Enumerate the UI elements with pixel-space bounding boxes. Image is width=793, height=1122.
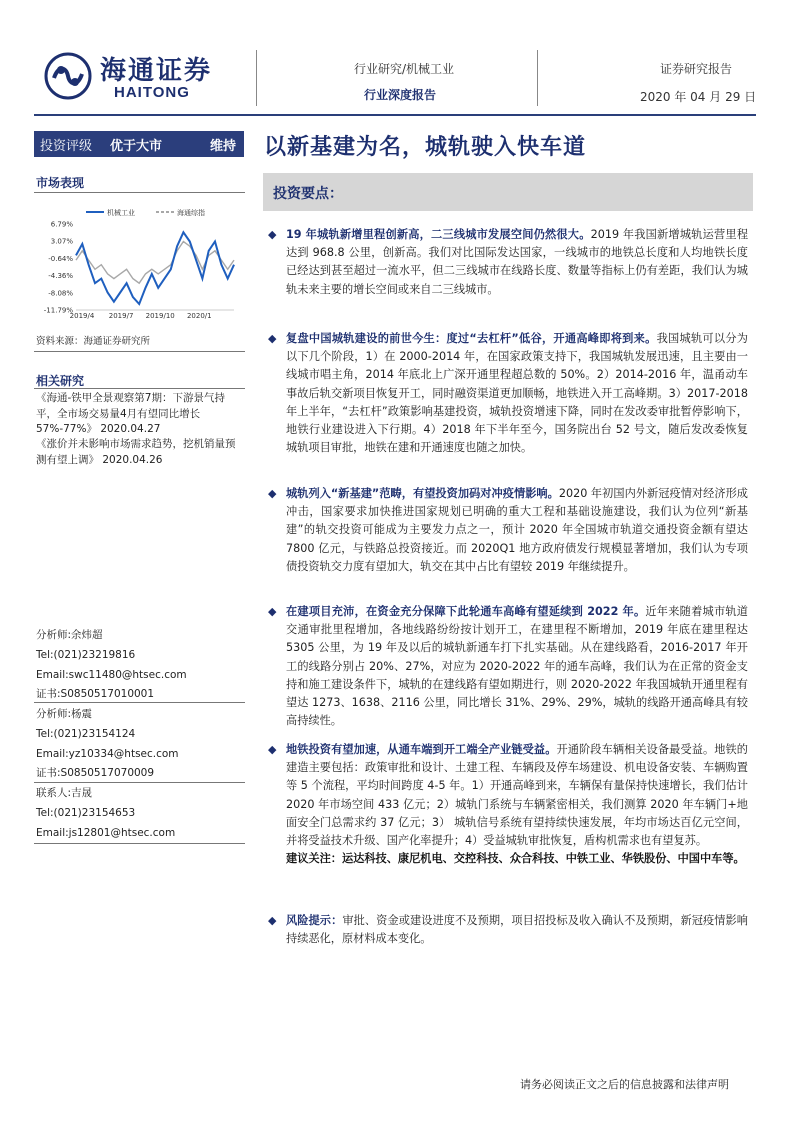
chart-source: 资料来源：海通证券研究所 [36,336,151,347]
bullet-icon: ◆ [268,228,277,241]
bullet-point [268,603,748,730]
bullet-text: 2020 年初国内外新冠疫情对经济形成冲击，国家要求加快推进国家规划已明确的重大工程和基础设施建设，我们认为位列“新基建”的轨交投资可能成为主要发力点之一，预计 2020 年全国城市轨道交通投资金额有望达 7800 亿元，与铁路总投资接近。而 2020Q1 地方政府债发行规模显著增加，我们认为专项债投资轨交力度有望加大，轨交在其中占比有望较 2019 年继续提升。 [286,487,748,573]
header-report-type: 行业深度报告 [364,88,437,102]
bullet-lead: 风险提示： [286,914,343,927]
rating-bar [34,131,244,157]
bullet-lead: 城轨列入“新基建”范畴，有望投资加码对冲疫情影响。 [286,487,559,500]
header-category: 行业研究/机械工业 [354,62,455,76]
bullet-point [268,485,748,576]
y-tick-label: -0.64% [48,254,73,263]
x-tick-label: 2019/10 [145,312,175,320]
bullet-text: 开通阶段车辆相关设备最受益。地铁的建造主要包括：政策审批和设计、土建工程、车辆段及停车场建设、机电设备安装、车辆购置等 5 个流程，平均时间跨度 4-5 年。1）开通高峰到来，车辆保有量保持快速增长，我们估计 2020 年市场空间 433 亿元；2）城轨门系统与车辆紧密相关，我们测算 2020 年车辆门+地面安全门总需求约 37 亿元；3） 城轨信号系统有望持续快速发展，年均市场达百亿元空间，并将受益技术升级、国产化率提升；4）受益城轨审批恢复，盾构机需求也有望复苏。 [286,743,748,848]
bullet-lead: 19 年城轨新增里程创新高，二三线城市发展空间仍然很大。 [286,228,591,241]
series-line [76,232,234,304]
related-heading: 相关研究 [36,374,85,388]
y-tick-label: -8.08% [48,289,73,298]
bullet-icon: ◆ [268,332,277,345]
bullet-text: 我国城轨可以分为以下几个阶段，1）在 2000-2014 年，在国家政策支持下，我国城轨发展迅速，且主要由一线城市唱主角，2014 年底北上广深开通里程超总数的 50%。2）2014-2016 年，温甬动车事故后轨交新项目恢复开工，同时融资渠道更加顺畅，地铁进入开工高峰期。3）2017-2018 年上半年，“去杠杆”政策影响基建投资，城轨投资增速下降，同时在发改委审批暂停影响下，地铁行业建设进入下行期。4）2018 年下半年至今，国务院出台 52 号文，随后发改委恢复城轨项目审批，地铁在建和开通速度也随之加快。 [286,332,748,455]
analyst-email[interactable]: Email:swc11480@htsec.com [36,668,187,681]
analyst-block [36,626,241,705]
market-heading: 市场表现 [36,176,85,190]
related-item[interactable] [36,437,241,468]
contact-tel: Tel:(021)23154653 [36,806,136,819]
investment-heading: 投资要点： [273,186,343,202]
bullet-lead: 在建项目充沛，在资金充分保障下此轮通车高峰有望延续到 2022 年。 [286,605,646,618]
bullet-point [268,741,748,868]
contact-email[interactable]: Email:js12801@htsec.com [36,826,176,839]
x-tick-label: 2019/7 [108,312,134,320]
bullet-point [268,330,748,457]
contact-name: 联系人:吉晟 [36,787,93,799]
analyst-cert: 证书:S0850517010001 [36,688,155,701]
bullet-icon: ◆ [268,914,277,927]
analyst-tel: Tel:(021)23154124 [36,727,136,740]
bullet-text: 2019 年我国新增城轨运营里程达到 968.8 公里，创新高。我们对比国际发达国家，一线城市的地铁总长度和人均地铁长度已经达到甚至超过一流水平，但二三线城市在线路长度、数量等指标上仍有差距，我们认为城轨未来主要的增长空间或来自二三线城市。 [286,228,749,296]
related-item-title[interactable]: 《涨价并未影响市场需求趋势，挖机销量预测有望上调》 [36,438,236,466]
logo-en: HAITONG [114,84,190,101]
analyst-name: 分析师:杨震 [36,708,93,720]
haitong-logo-icon [44,52,92,100]
contact-block [36,784,241,843]
bullet-icon: ◆ [268,743,277,756]
bullet-lead: 复盘中国城轨建设的前世今生：度过“去杠杆”低谷，开通高峰即将到来。 [286,332,657,345]
analyst-block [36,705,241,784]
logo [44,50,244,106]
recommendation: 建议关注：运达科技、康尼机电、交控科技、众合科技、中铁工业、华铁股份、中国中车等。 [286,852,745,866]
bullet-text: 审批、资金或建设进度不及预期，项目招投标及收入确认不及预期，新冠疫情影响持续恶化，原材料成本变化。 [286,914,748,946]
logo-cn: 海通证券 [100,56,213,86]
rating-label: 投资评级 [40,139,93,154]
analyst-tel: Tel:(021)23219816 [36,648,136,661]
x-tick-label: 2020/1 [186,312,212,320]
related-item-title[interactable]: 《海通-铁甲全景观察第7期：下游景气持平，全市场交易量4月有望同比增长57%-77%》 [36,392,225,435]
y-tick-label: 6.79% [50,220,73,229]
bullet-lead: 地铁投资有望加速，从通车端到开工端全产业链受益。 [286,743,557,756]
market-chart [34,200,244,320]
legend-label: 机械工业 [107,209,135,217]
footer-disclaimer: 请务必阅读正文之后的信息披露和法律声明 [520,1078,729,1091]
y-tick-label: -11.79% [43,306,73,315]
bullet-point [268,912,748,948]
investment-heading-bar [263,173,753,211]
rating-action: 维持 [210,139,237,154]
header-date: 2020 年 04 月 29 日 [640,90,757,104]
bullet-point [268,226,748,299]
header-label: 证券研究报告 [660,62,733,76]
analyst-name: 分析师:余炜超 [36,629,103,641]
x-tick-label: 2019/4 [69,312,95,320]
page-title: 以新基建为名，城轨驶入快车道 [264,135,587,160]
y-tick-label: -4.36% [48,272,73,281]
bullet-text: 近年来随着城市轨道交通审批里程增加，各地线路纷纷按计划开工，在建里程不断增加，2019 年底在建里程达 5305 公里，为 19 年及以后的城轨新通车打下扎实基础。从在建线路看，2016-2017 年开工的线路分别占 20%、27%，对应为 2020-2022 年的通车高峰，我们认为在正常的资金支持和施工建设条件下，城轨的在建线路有望如期进行，则 2020-2022 年我国城轨开通里程有望达 1273、1638、2116 公里，同比增长 31%、29%、29%，城轨的线路开通高峰具有较高持续性。 [286,605,748,728]
related-item-date: 2020.04.27 [100,423,161,435]
bullet-icon: ◆ [268,487,277,500]
rating-value: 优于大市 [110,139,163,154]
related-item[interactable] [36,391,241,438]
y-tick-label: 3.07% [50,237,73,246]
analyst-cert: 证书:S0850517070009 [36,767,155,780]
bullet-icon: ◆ [268,605,277,618]
related-item-date: 2020.04.26 [102,453,163,466]
analyst-email[interactable]: Email:yz10334@htsec.com [36,747,179,760]
legend-label: 海通综指 [177,209,205,217]
